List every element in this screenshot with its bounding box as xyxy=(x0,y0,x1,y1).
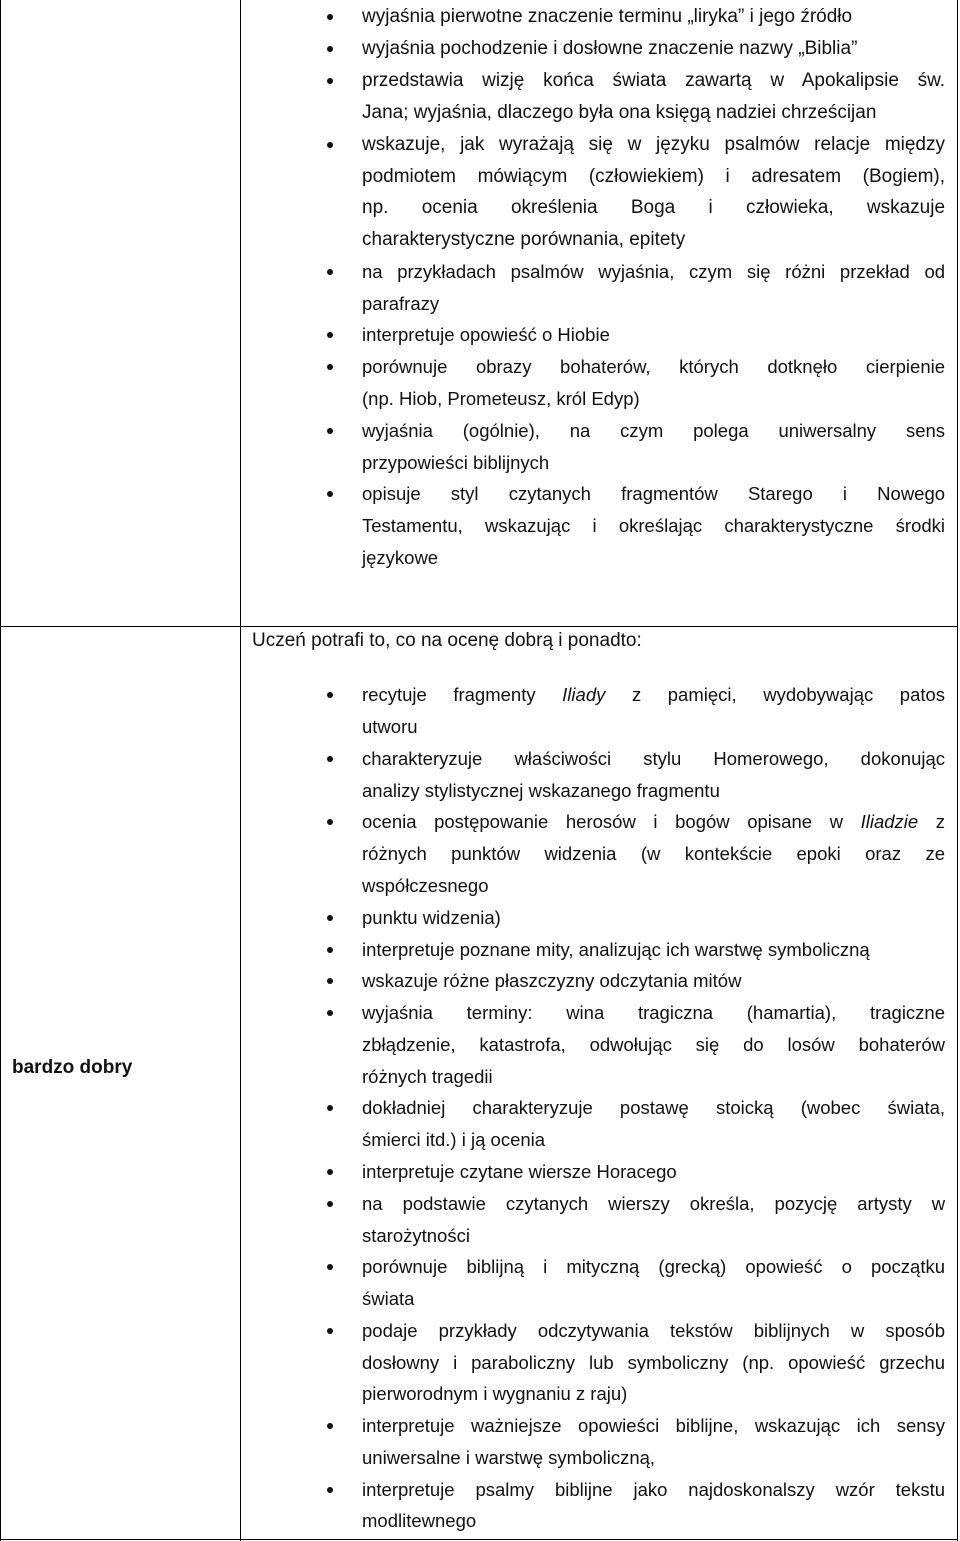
list-item-text: punktu widzenia) xyxy=(362,907,501,928)
list-item-text: wskazuje różne płaszczyzny odczytania mitów xyxy=(362,970,742,991)
list-item-text: dokładniej charakteryzuje postawę stoicką (wobec świata, xyxy=(362,1097,946,1118)
bullet-icon xyxy=(327,46,333,52)
list-item-text: wyjaśnia pierwotne znaczenie terminu „liryka” i jego źródło xyxy=(362,6,853,27)
list-item-text: świata xyxy=(362,1288,415,1309)
list-item-text: językowe xyxy=(362,547,439,568)
list-item-text: porównuje biblijną i mityczną (grecką) opowieść o początku xyxy=(362,1256,945,1277)
list-item-text: interpretuje poznane mity, analizując ich warstwę symboliczną xyxy=(362,939,870,960)
bullet-icon xyxy=(327,14,333,20)
bullet-icon xyxy=(327,142,333,148)
bullet-icon xyxy=(327,1487,333,1493)
list-item-text: recytuje fragmenty Iliady z pamięci, wydobywając patos xyxy=(362,684,946,705)
bullet-icon xyxy=(327,756,333,762)
list-item-text: utworu xyxy=(362,716,418,737)
bullet-icon xyxy=(327,947,333,953)
list-item-text: wskazuje, jak wyrażają się w języku psalmów relacje między xyxy=(362,134,945,155)
bullet-icon xyxy=(327,428,333,434)
list-item-text: śmierci itd.) i ją ocenia xyxy=(362,1129,546,1150)
list-item-text: współczesnego xyxy=(362,875,489,896)
bullet-icon xyxy=(327,332,333,338)
list-item-text: pierworodnym i wygnaniu z raju) xyxy=(362,1383,628,1404)
list-item-text: Jana; wyjaśnia, dlaczego była ona księgą nadziei chrześcijan xyxy=(362,102,877,123)
list-item-text: analizy stylistycznej wskazanego fragmentu xyxy=(362,780,720,801)
bullet-icon xyxy=(327,692,333,698)
list-item-text: dosłowny i paraboliczny lub symboliczny (np. opowieść grzechu xyxy=(362,1352,946,1373)
bullet-icon xyxy=(327,819,333,825)
list-item-text: charakterystyczne porównania, epitety xyxy=(362,229,686,250)
list-item-text: parafrazy xyxy=(362,293,440,314)
table-right-border xyxy=(957,0,958,1541)
bullet-icon xyxy=(327,978,333,984)
list-item-text: ocenia postępowanie herosów i bogów opisane w Iliadzie z xyxy=(362,811,946,832)
list-item-text: różnych tragedii xyxy=(362,1066,493,1087)
list-item-text: interpretuje opowieść o Hiobie xyxy=(362,324,610,345)
list-item-text: np. ocenia określenia Boga i człowieka, wskazuje xyxy=(362,197,946,218)
bullet-icon xyxy=(327,491,333,497)
table-left-border xyxy=(0,0,1,1541)
list-item-text: wyjaśnia pochodzenie i dosłowne znaczenie nazwy „Biblia” xyxy=(362,38,858,59)
bullet-icon xyxy=(327,1105,333,1111)
list-item-text: (np. Hiob, Prometeusz, król Edyp) xyxy=(362,388,640,409)
list-item-text: przypowieści biblijnych xyxy=(362,452,550,473)
list-item-text: interpretuje ważniejsze opowieści biblijne, wskazując ich sensy xyxy=(362,1415,946,1436)
list-item-text: podmiotem mówiącym (człowiekiem) i adresatem (Bogiem), xyxy=(362,166,945,187)
grade-label: bardzo dobry xyxy=(12,1057,133,1078)
list-item-text: na podstawie czytanych wierszy określa, pozycję artysty w xyxy=(362,1193,946,1214)
list-item-text: opisuje styl czytanych fragmentów Starego i Nowego xyxy=(362,483,946,504)
list-item-text: Testamentu, wskazując i określając charakterystyczne środki xyxy=(362,515,946,536)
bullet-icon xyxy=(327,915,333,921)
list-item-text: starożytności xyxy=(362,1225,470,1246)
list-item-text: uniwersalne i warstwę symboliczną, xyxy=(362,1447,656,1468)
bullet-icon xyxy=(327,1201,333,1207)
list-item-text: podaje przykłady odczytywania tekstów biblijnych w sposób xyxy=(362,1320,945,1341)
bullet-icon xyxy=(327,269,333,275)
bullet-icon xyxy=(327,1169,333,1175)
list-item-text: zbłądzenie, katastrofa, odwołując się do losów bohaterów xyxy=(362,1034,945,1055)
list-item-text: charakteryzuje właściwości stylu Homerowego, dokonując xyxy=(362,748,946,769)
list-item-text: modlitewnego xyxy=(362,1510,477,1531)
list-item-text: przedstawia wizję końca świata zawartą w Apokalipsie św. xyxy=(362,70,946,91)
section-intro: Uczeń potrafi to, co na ocenę dobrą i ponadto: xyxy=(252,630,642,651)
list-item-text: porównuje obrazy bohaterów, których dotknęło cierpienie xyxy=(362,356,946,377)
list-item-text: wyjaśnia terminy: wina tragiczna (hamartia), tragiczne xyxy=(362,1002,946,1023)
list-item-text: interpretuje czytane wiersze Horacego xyxy=(362,1161,677,1182)
bullet-icon xyxy=(327,364,333,370)
list-item-text: wyjaśnia (ogólnie), na czym polega uniwersalny sens xyxy=(362,420,946,441)
list-item-text: różnych punktów widzenia (w kontekście epoki oraz ze xyxy=(362,843,946,864)
bullet-icon xyxy=(327,1423,333,1429)
bullet-icon xyxy=(327,1328,333,1334)
bullet-icon xyxy=(327,78,333,84)
table-column-divider xyxy=(240,0,241,1541)
bullet-icon xyxy=(327,1264,333,1270)
list-item-text: na przykładach psalmów wyjaśnia, czym się różni przekład od xyxy=(362,261,946,282)
list-item-text: interpretuje psalmy biblijne jako najdoskonalszy wzór tekstu xyxy=(362,1479,945,1500)
row-divider xyxy=(0,626,958,627)
bullet-icon xyxy=(327,1010,333,1016)
table-bottom-border xyxy=(0,1539,958,1540)
